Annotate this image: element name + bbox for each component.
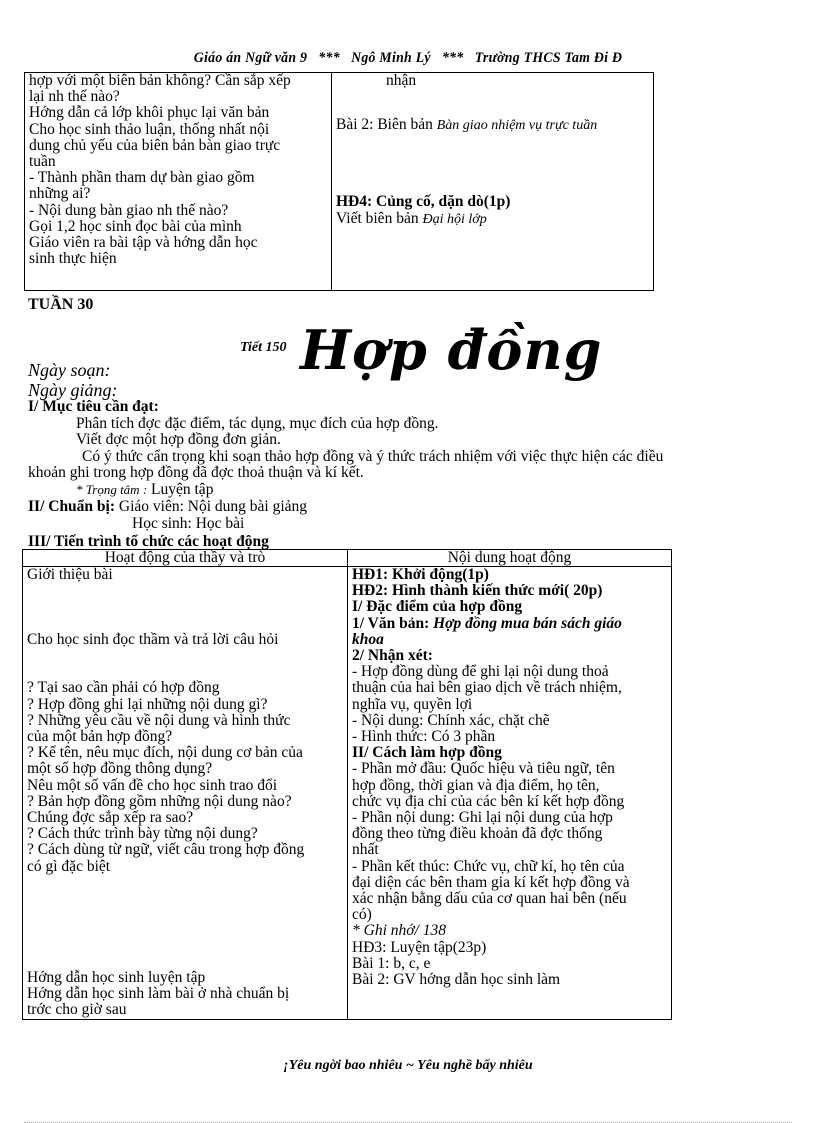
lesson-title-row: [0, 318, 816, 382]
cl-line: - Phần mở đầu: Quốc hiệu và tiêu ngữ, tên: [352, 760, 615, 778]
left-line: có gì đặc biệt: [27, 857, 111, 875]
left-bottom-line: Hớng dẫn học sinh làm bài ở nhà chuẩn bị: [27, 985, 290, 1003]
top-left-line: Cho học sinh thảo luận, thống nhất nội: [29, 120, 270, 138]
cl-line: hợp đồng, thời gian và địa điểm, họ tên,: [352, 776, 600, 794]
hd3-heading: HĐ3: Luyện tập(23p): [352, 938, 487, 956]
cl-line: xác nhận bằng dấu của cơ quan hai bên (nếu: [352, 890, 627, 908]
objective-3: Có ý thức cẩn trọng khi soạn thảo hợp đồng và ý thức trách nhiệm với việc thực hiện các điều: [82, 447, 664, 465]
prep-heading: II/ Chuẩn bị:: [28, 498, 116, 515]
left-bottom-line: trớc cho giờ sau: [27, 1001, 127, 1019]
top-right-bai2: [336, 117, 649, 134]
van-ban-title-2: khoa: [352, 630, 384, 648]
nhan-xet-heading: 2/ Nhận xét:: [352, 647, 433, 665]
left-line: ? Tại sao cần phải có hợp đồng: [27, 679, 220, 697]
cl-line: - Phần kết thúc: Chức vụ, chữ kí, họ tên của: [352, 857, 625, 875]
left-line: [27, 664, 343, 680]
top-table-left-cell: [25, 73, 332, 291]
col-header-right: Nội dung hoạt động: [348, 550, 672, 567]
main-table: [22, 549, 672, 1020]
bai2-title: Bàn giao nhiệm vụ trực tuần: [436, 118, 598, 134]
lesson-number: Tiết 150: [240, 340, 287, 355]
trong-tam: [28, 482, 788, 499]
top-left-line: dung chủ yếu của biên bản bàn giao trực: [29, 136, 281, 154]
cl-line: nhất: [352, 841, 379, 859]
objective-2: Viết đợc một hợp đồng đơn giản.: [76, 431, 281, 448]
viet-bien-ban: [336, 211, 649, 228]
objective-1: Phân tích đợc đặc điểm, tác dụng, mục đích của hợp đồng.: [76, 414, 439, 432]
section-1-heading: I/ Đặc điểm của hợp đồng: [352, 598, 523, 616]
left-line: ? Những yêu cầu về nội dung và hình thức: [27, 711, 291, 729]
top-left-line: những ai?: [29, 185, 91, 203]
left-line: [27, 599, 343, 615]
top-table-right-cell: [332, 73, 654, 291]
left-line: ? Hợp đồng ghi lại những nội dung gì?: [27, 695, 268, 713]
page-header: [33, 50, 784, 67]
left-bottom-line: Hớng dẫn học sinh luyện tập: [27, 969, 206, 986]
ngay-giang: Ngày giảng:: [28, 380, 118, 400]
top-left-line: lại nh thế nào?: [29, 88, 120, 106]
dates-block: [28, 360, 118, 400]
van-ban-line: [352, 616, 667, 632]
week-label: TUẦN 30: [28, 296, 94, 313]
top-left-line: Giáo viên ra bài tập và hớng dẫn học: [29, 234, 258, 252]
cl-line: có): [352, 906, 372, 924]
viet-title: Đại hội lớp: [422, 211, 487, 227]
nx-line: - Nội dung: Chính xác, chặt chẽ: [352, 711, 550, 729]
cl-line: - Phần nội dung: Ghi lại nội dung của hợp: [352, 809, 613, 827]
top-left-line: - Thành phần tham dự bàn giao gồm: [29, 169, 255, 187]
main-right-cell: [348, 567, 672, 1020]
cl-line: chức vụ địa chỉ của các bên kí kết hợp đồng: [352, 792, 625, 810]
left-line: Nêu một số vấn đề cho học sinh trao đổi: [27, 776, 278, 794]
top-left-line: tuần: [29, 153, 56, 171]
bai-2: Bài 2: GV hớng dẫn học sinh làm: [352, 971, 561, 989]
objective-4: khoản ghi trong hợp đồng đã đợc thoả thuận và kí kết.: [28, 464, 364, 481]
objectives-section: [28, 399, 788, 498]
nx-line: nghĩa vụ, quyền lợi: [352, 695, 473, 713]
bai-1: Bài 1: b, c, e: [352, 954, 431, 972]
header-subject: Giáo án Ngữ văn 9: [193, 50, 308, 66]
left-line: [27, 648, 343, 664]
hd1-heading: HĐ1: Khởi động(1p): [352, 566, 489, 583]
main-left-cell: [23, 567, 348, 1020]
top-left-line: sinh thực hiện: [29, 250, 117, 268]
top-left-line: - Nội dung bàn giao nh thế nào?: [29, 201, 229, 219]
van-ban-prefix: 1/ Văn bản:: [352, 614, 430, 632]
bai2-prefix: Bài 2: Biên bản: [336, 116, 433, 134]
top-right-nhan: nhận: [386, 72, 417, 89]
van-ban-title-1: Hợp đồng mua bán sách giáo: [433, 614, 622, 632]
objectives-heading: I/ Mục tiêu cần đạt:: [28, 398, 159, 415]
hd2-heading: HĐ2: Hình thành kiến thức mới( 20p): [352, 582, 603, 600]
top-table: [24, 72, 654, 291]
nx-line: - Hình thức: Có 3 phần: [352, 728, 496, 746]
left-line: một số hợp đồng thông dụng?: [27, 760, 213, 778]
left-line: Chúng đợc sắp xếp ra sao?: [27, 809, 194, 827]
hd4-heading: HĐ4: Củng cố, dặn dò(1p): [336, 193, 511, 211]
prep-section: [28, 499, 788, 532]
ngay-soan: Ngày soạn:: [28, 360, 111, 380]
left-line: ? Bản hợp đồng gồm những nội dung nào?: [27, 792, 292, 810]
nx-line: thuận của hai bên giao dịch về trách nhiệm,: [352, 679, 622, 697]
header-author: Ngô Minh Lý: [351, 50, 431, 66]
top-left-line: Hớng dẫn cả lớp khôi phục lại văn bản: [29, 104, 270, 122]
header-school: Trường THCS Tam Đi Đ: [474, 50, 623, 66]
left-line: ? Cách thức trình bày từng nội dung?: [27, 825, 258, 843]
page-footer: ¡Yêu ngời bao nhiêu ~ Yêu nghề bấy nhiêu: [283, 1058, 533, 1073]
section-2-heading: II/ Cách làm hợp đồng: [352, 744, 502, 762]
prep-student: Học sinh: Học bài: [132, 514, 245, 532]
left-line: [27, 616, 343, 632]
left-bottom-block: [27, 970, 289, 1019]
left-line: ? Kể tên, nêu mục đích, nội dung cơ bản của: [27, 744, 303, 762]
trong-tam-value: Luyện tập: [151, 480, 214, 498]
prep-teacher: Giáo viên: Nội dung bài giảng: [118, 498, 308, 515]
header-stars-2: ***: [442, 50, 464, 66]
cl-line: đại diện các bên tham gia kí kết hợp đồng và: [352, 873, 630, 891]
left-line: Giới thiệu bài: [27, 566, 113, 583]
viet-prefix: Viết biên bản: [336, 209, 419, 227]
top-left-line: hợp với một biên bản không? Cần sắp xếp: [29, 72, 291, 89]
trong-tam-label: * Trọng tâm :: [76, 481, 148, 497]
header-stars-1: ***: [318, 50, 340, 66]
col-header-left: Hoạt động của thầy và trò: [23, 550, 348, 567]
nx-line: - Hợp đồng dùng để ghi lại nội dung thoả: [352, 663, 609, 681]
ghi-nho: * Ghi nhớ/ 138: [352, 922, 446, 940]
left-line: ? Cách dùng từ ngữ, viết câu trong hợp đồng: [27, 841, 305, 859]
lesson-title: Hợp đồng: [300, 318, 603, 382]
left-line: Cho học sinh đọc thầm và trả lời câu hỏi: [27, 630, 279, 648]
top-left-line: Gọi 1,2 học sinh đọc bài của mình: [29, 217, 242, 235]
cl-line: đồng theo từng điều khoản đã đợc thống: [352, 825, 603, 843]
process-heading: III/ Tiến trình tổ chức các hoạt động: [28, 533, 269, 550]
left-line: [27, 583, 343, 599]
left-line: của một bản hợp đồng?: [27, 728, 173, 746]
